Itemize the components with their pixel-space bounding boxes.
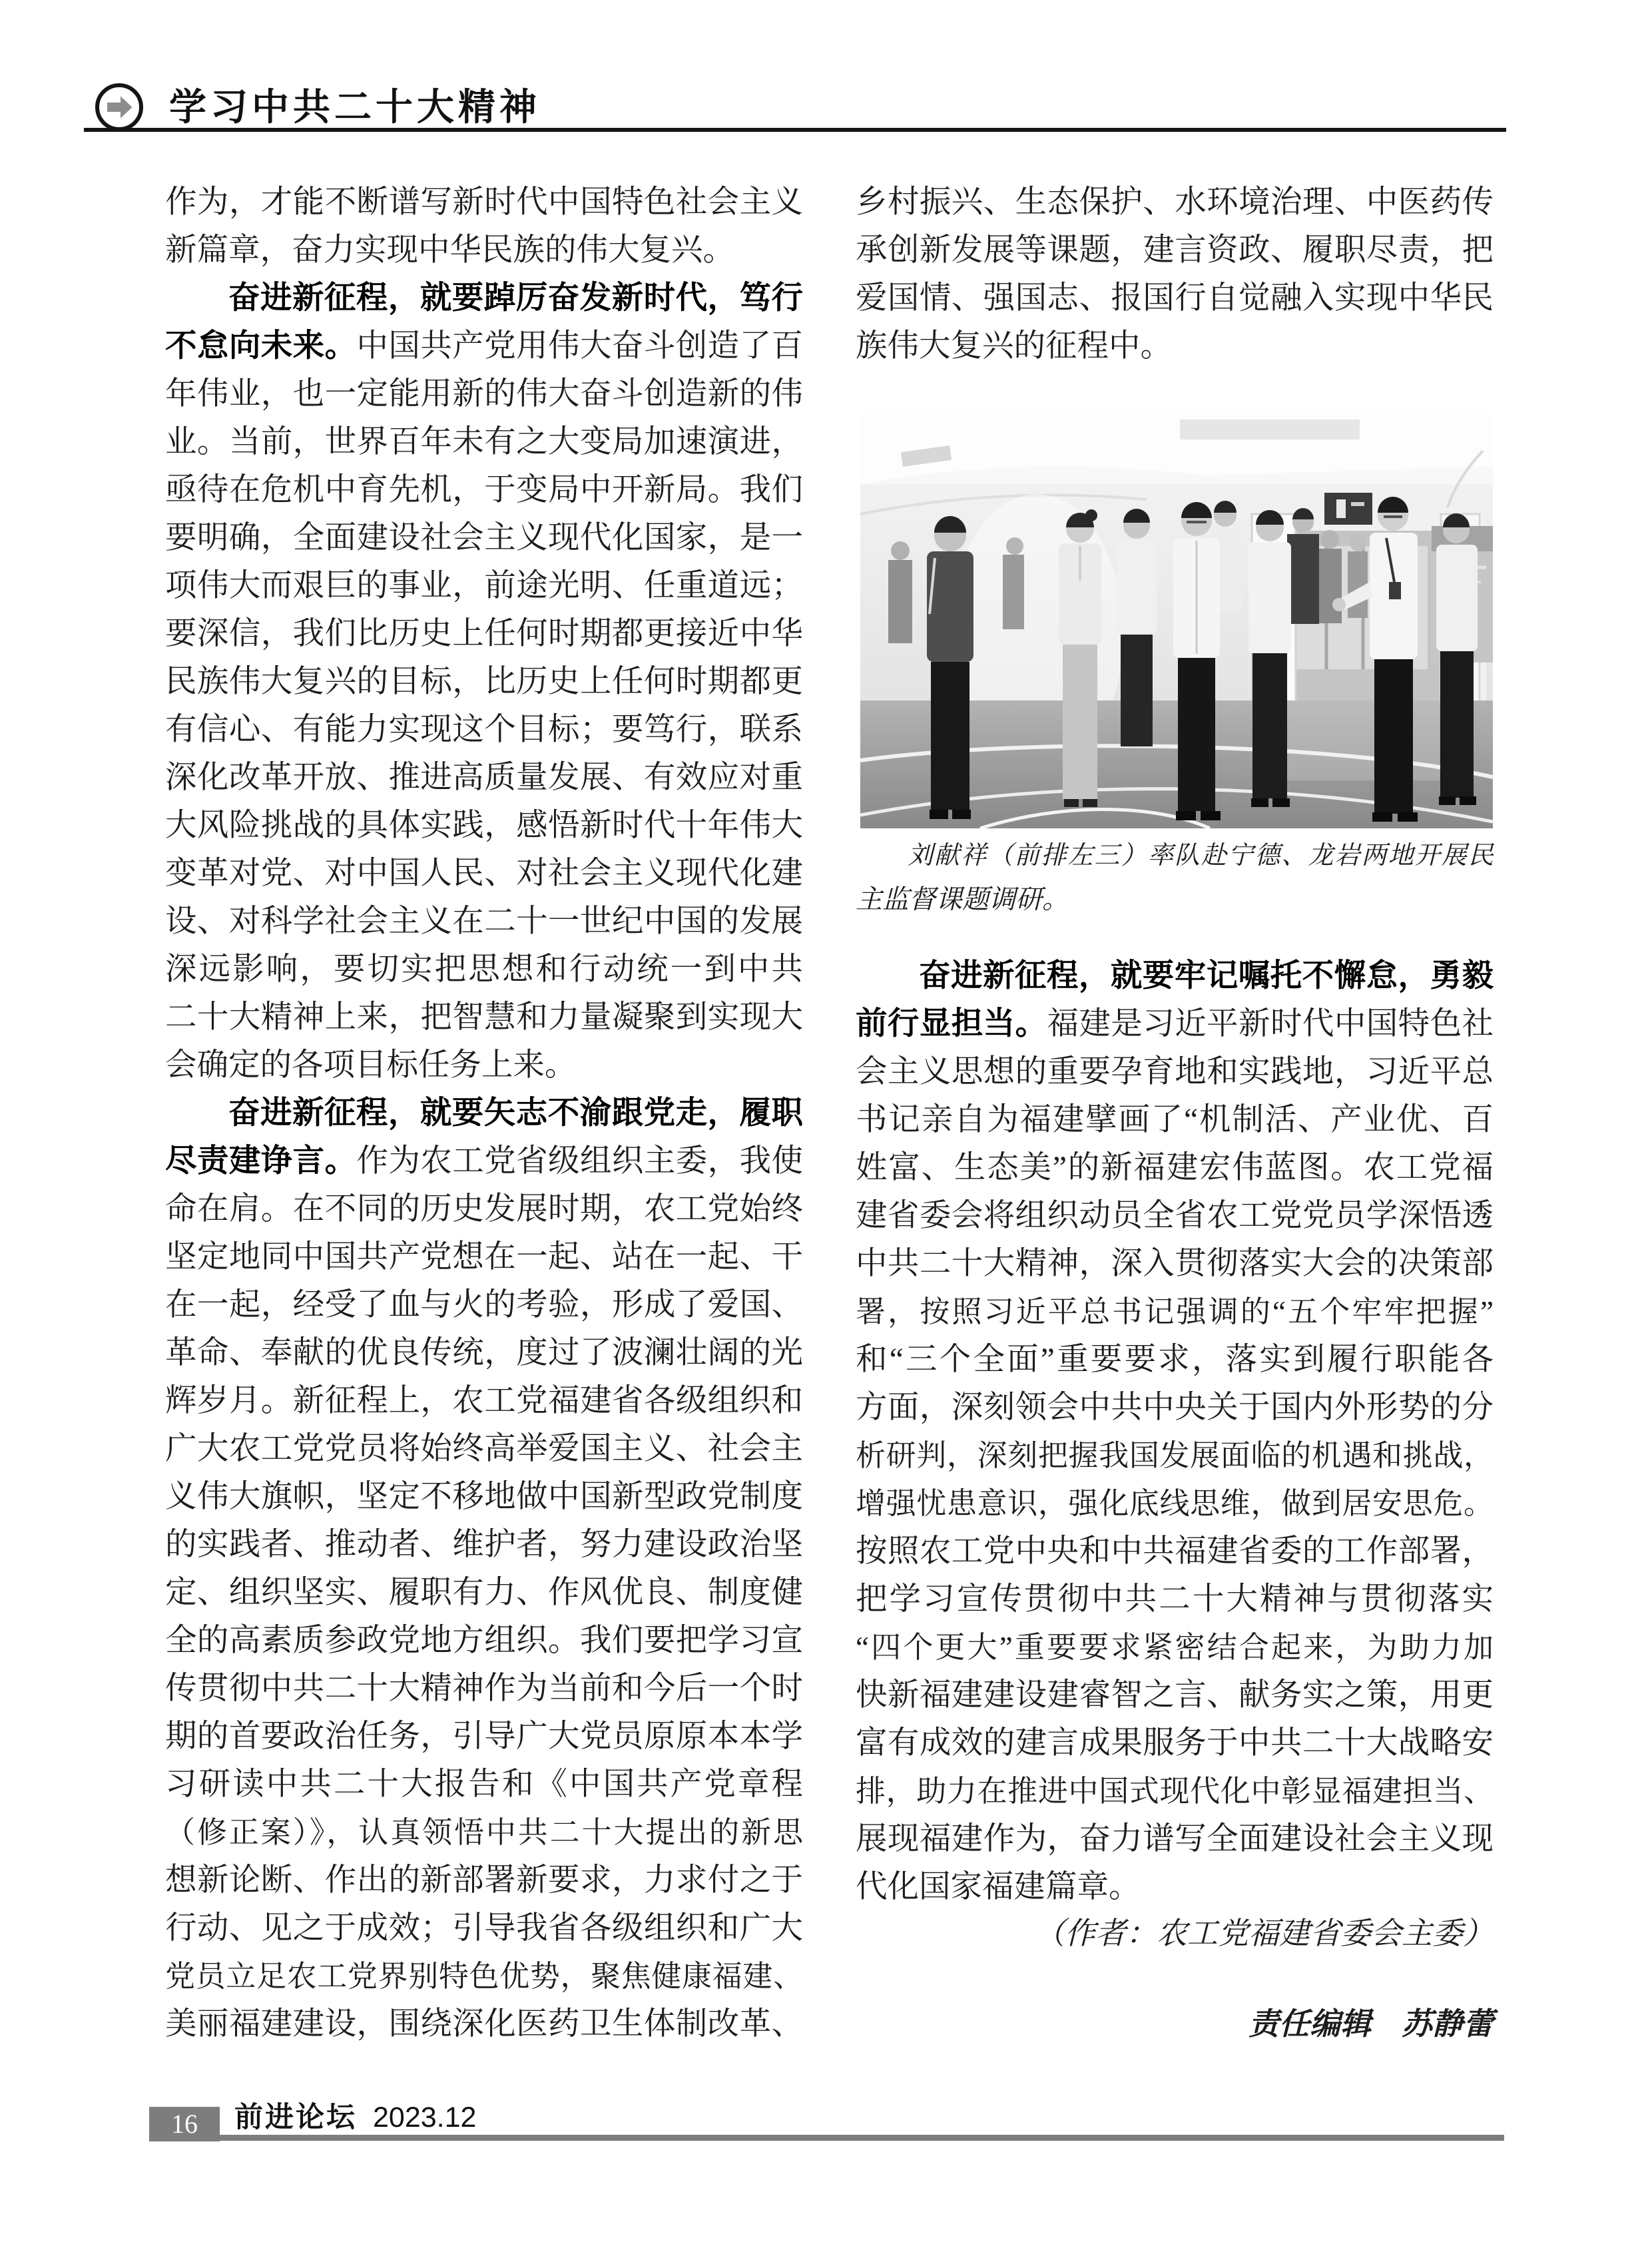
text-line: 富有成效的建言成果服务于中共二十大战略安 — [856, 1726, 1494, 1761]
text-line: 在一起，经受了血与火的考验，形成了爱国、 — [165, 1288, 803, 1322]
header-rule — [84, 128, 1506, 132]
text-line: 民族伟大复兴的目标，比历史上任何时期都更 — [165, 665, 803, 699]
text-line: 大风险挑战的具体实践，感悟新时代十年伟大 — [165, 808, 803, 843]
text-line: 主监督课题调研。 — [856, 884, 1069, 914]
text-line: 习研读中共二十大报告和《中国共产党章程 — [165, 1767, 803, 1802]
text-line: 深化改革开放、推进高质量发展、有效应对重 — [165, 760, 803, 795]
footer-rule — [220, 2135, 1504, 2141]
editor-line: 责任编辑 苏静蕾 — [1248, 2007, 1494, 2041]
text-line: 乡村振兴、生态保护、水环境治理、中医药传 — [856, 185, 1494, 220]
text-line: 设、对科学社会主义在二十一世纪中国的发展 — [165, 904, 803, 939]
text-line: 代化国家福建篇章。 — [856, 1870, 1141, 1904]
woman-light-blouse — [1059, 509, 1101, 807]
text-line: 奋进新征程，就要矢志不渝跟党走，履职 — [228, 1096, 803, 1131]
text-line: 深远影响，要切实把思想和行动统一到中共 — [165, 952, 803, 987]
text-line: 爱国情、强国志、报国行自觉融入实现中华民 — [856, 281, 1494, 316]
text-line: 想新论断、作出的新部署新要求，力求付之于 — [165, 1863, 803, 1898]
text-line: 展现福建作为，奋力谱写全面建设社会主义现 — [856, 1822, 1494, 1856]
text-line: 新篇章，奋力实现中华民族的伟大复兴。 — [165, 233, 734, 268]
text-line: 中共二十大精神，深入贯彻落实大会的决策部 — [856, 1247, 1494, 1281]
text-line: 辉岁月。新征程上，农工党福建省各级组织和 — [165, 1384, 803, 1418]
text-line: 署，按照习近平总书记强调的“五个牢牢把握” — [856, 1295, 1494, 1328]
text-line: （修正案）》，认真领悟中共二十大提出的新思 — [165, 1816, 803, 1849]
text-line: 要深信，我们比历史上任何时期都更接近中华 — [165, 617, 803, 651]
text-line: 会主义思想的重要孕育地和实践地，习近平总 — [856, 1055, 1494, 1089]
page-number-badge: 16 — [149, 2107, 220, 2141]
text-line: 按照农工党中央和中共福建省委的工作部署， — [856, 1534, 1494, 1569]
text-line: 把学习宣传贯彻中共二十大精神与贯彻落实 — [856, 1582, 1494, 1617]
issue-number: 2023.12 — [373, 2102, 477, 2133]
text-line: 年伟业，也一定能用新的伟大奋斗创造新的伟 — [165, 377, 803, 412]
text-line: 奋进新征程，就要牢记嘱托不懈怠，勇毅 — [919, 959, 1494, 993]
text-line: 命在肩。在不同的历史发展时期，农工党始终 — [165, 1192, 803, 1227]
text-line: 义伟大旗帜，坚定不移地做中国新型政党制度 — [165, 1480, 803, 1514]
text-line: 坚定地同中国共产党想在一起、站在一起、干 — [165, 1240, 803, 1274]
left-column — [165, 178, 803, 2048]
text-line: 传贯彻中共二十大精神作为当前和今后一个时 — [165, 1671, 803, 1706]
text-line: 建省委会将组织动员全省农工党党员学深悟透 — [856, 1199, 1494, 1233]
text-line: 前行显担当。福建是习近平新时代中国特色社 — [856, 1007, 1494, 1041]
photo-caption — [856, 834, 1494, 922]
text-line: 姓富、生态美”的新福建宏伟蓝图。农工党福 — [856, 1151, 1494, 1185]
text-line: 要明确，全面建设社会主义现代化国家，是一 — [165, 521, 803, 555]
group-photo-image — [860, 414, 1493, 828]
man-far-right — [1436, 513, 1478, 805]
right-column-intro — [856, 178, 1494, 370]
text-line: 亟待在危机中育先机，于变局中开新局。我们 — [165, 473, 803, 507]
text-line: 刘献祥（前排左三）率队赴宁德、龙岩两地开展民 — [908, 842, 1494, 870]
second-row-man — [1117, 509, 1157, 746]
text-line: 项伟大而艰巨的事业，前途光明、任重道远； — [165, 569, 803, 603]
text-line: 析研判，深刻把握我国发展面临的机遇和挑战， — [856, 1439, 1494, 1472]
text-line: 排，助力在推进中国式现代化中彰显福建担当、 — [856, 1775, 1494, 1808]
text-line: 业。当前，世界百年未有之大变局加速演进， — [165, 425, 803, 459]
text-line: 的实践者、推动者、维护者，努力建设政治坚 — [165, 1528, 803, 1562]
circle-arrow-right-icon — [93, 81, 145, 133]
text-line: 有信心、有能力实现这个目标；要笃行，联系 — [165, 712, 803, 747]
text-line: 书记亲自为福建擘画了“机制活、产业优、百 — [856, 1103, 1494, 1137]
text-line: 族伟大复兴的征程中。 — [856, 329, 1172, 364]
text-line: 会确定的各项目标任务上来。 — [165, 1048, 577, 1083]
text-line: 尽责建诤言。作为农工党省级组织主委，我使 — [165, 1144, 804, 1179]
text-line: 全的高素质参政党地方组织。我们要把学习宣 — [165, 1623, 803, 1658]
text-line: 期的首要政治任务，引导广大党员原原本本学 — [165, 1719, 803, 1754]
text-line: 作为，才能不断谱写新时代中国特色社会主义 — [165, 185, 803, 220]
author-line: （作者：农工党福建省委会主委） — [1034, 1916, 1494, 1950]
text-line: 快新福建建设建睿智之言、献务实之策，用更 — [856, 1678, 1494, 1713]
journal-title: 前进论坛 — [234, 2102, 357, 2133]
text-line: 方面，深刻领会中共中央关于国内外形势的分 — [856, 1390, 1494, 1425]
man-center-front — [1173, 502, 1221, 820]
text-line: 行动、见之于成效；引导我省各级组织和广大 — [165, 1911, 803, 1946]
right-column-body — [856, 952, 1494, 1911]
text-line: 美丽福建建设，围绕深化医药卫生体制改革、 — [165, 2007, 803, 2042]
text-line: 增强忧患意识，强化底线思维，做到居安思危。 — [856, 1487, 1494, 1520]
text-line: “四个更大”重要要求紧密结合起来，为助力加 — [856, 1631, 1494, 1664]
text-line: 不怠向未来。中国共产党用伟大奋斗创造了百 — [165, 329, 804, 364]
text-line: 定、组织坚实、履职有力、作风优良、制度健 — [165, 1575, 803, 1610]
man-white-shirt — [1248, 510, 1291, 807]
text-line: 革命、奉献的优良传统，度过了波澜壮阔的光 — [165, 1336, 803, 1370]
text-line: 承创新发展等课题，建言资政、履职尽责，把 — [856, 233, 1494, 268]
text-line: 奋进新征程，就要踔厉奋发新时代，笃行 — [228, 281, 803, 316]
text-line: 广大农工党党员将始终高举爱国主义、社会主 — [165, 1432, 803, 1466]
article-photo — [860, 414, 1493, 828]
section-title: 学习中共二十大精神 — [169, 86, 541, 128]
text-line: 党员立足农工党界别特色优势，聚焦健康福建、 — [165, 1960, 803, 1993]
text-line: 变革对党、对中国人民、对社会主义现代化建 — [165, 856, 803, 891]
man-dark-polo — [927, 516, 973, 819]
text-line: 和“三个全面”重要要求，落实到履行职能各 — [856, 1342, 1494, 1377]
text-line: 二十大精神上来，把智慧和力量凝聚到实现大 — [165, 1000, 803, 1035]
